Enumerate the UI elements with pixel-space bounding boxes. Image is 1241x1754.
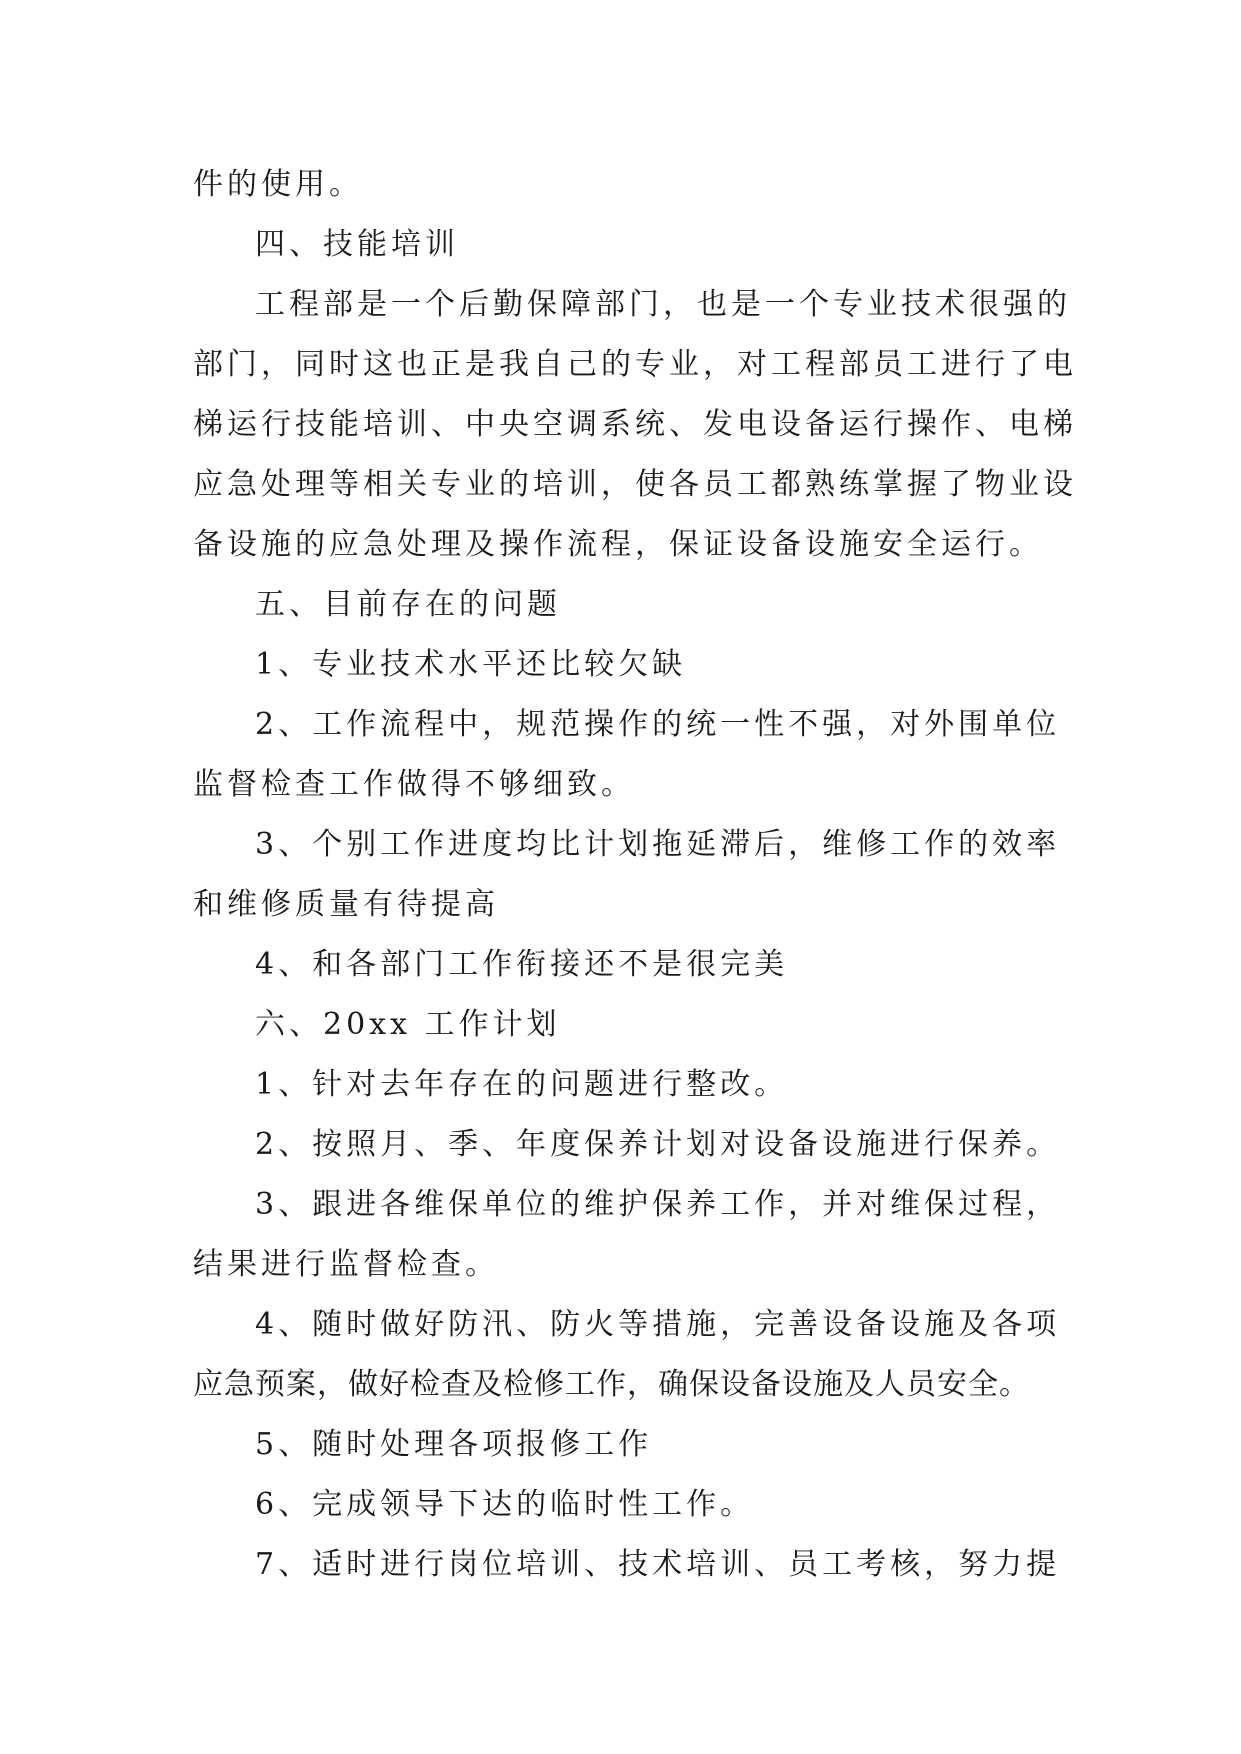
- paragraph-line: 工程部是一个后勤保障部门，也是一个专业技术很强的: [255, 287, 1071, 322]
- list-item: 1、专业技术水平还比较欠缺: [255, 647, 687, 682]
- section-heading: 四、技能培训: [255, 227, 459, 262]
- paragraph-line: 梯运行技能培训、中央空调系统、发电设备运行操作、电梯: [193, 407, 1077, 442]
- list-item: 1、针对去年存在的问题进行整改。: [255, 1067, 789, 1102]
- list-item: 2、按照月、季、年度保养计划对设备设施进行保养。: [255, 1127, 1061, 1162]
- list-item-continuation: 监督检查工作做得不够细致。: [193, 767, 635, 802]
- list-item: 5、随时处理各项报修工作: [255, 1427, 653, 1462]
- list-item: 3、个别工作进度均比计划拖延滞后，维修工作的效率: [255, 827, 1061, 862]
- section-heading: 六、20xx 工作计划: [255, 1007, 561, 1042]
- list-item-continuation: 结果进行监督检查。: [193, 1247, 499, 1282]
- list-item: 4、随时做好防汛、防火等措施，完善设备设施及各项: [255, 1307, 1061, 1342]
- text-line: 件的使用。: [193, 167, 363, 202]
- list-item-continuation: 和维修质量有待提高: [193, 887, 499, 922]
- section-heading: 五、目前存在的问题: [255, 587, 561, 622]
- list-item: 4、和各部门工作衔接还不是很完美: [255, 947, 789, 982]
- paragraph-line: 备设施的应急处理及操作流程，保证设备设施安全运行。: [193, 527, 1043, 562]
- list-item: 3、跟进各维保单位的维护保养工作，并对维保过程，: [255, 1187, 1061, 1222]
- list-item-continuation: 应急预案，做好检查及检修工作，确保设备设施及人员安全。: [193, 1367, 1030, 1402]
- list-item: 7、适时进行岗位培训、技术培训、员工考核，努力提: [255, 1547, 1061, 1582]
- body-text: [193, 155, 1077, 1595]
- list-item: 2、工作流程中，规范操作的统一性不强，对外围单位: [255, 707, 1061, 742]
- list-item: 6、完成领导下达的临时性工作。: [255, 1487, 755, 1522]
- paragraph-line: 应急处理等相关专业的培训，使各员工都熟练掌握了物业设: [193, 467, 1077, 502]
- paragraph-line: 部门，同时这也正是我自己的专业，对工程部员工进行了电: [193, 347, 1077, 382]
